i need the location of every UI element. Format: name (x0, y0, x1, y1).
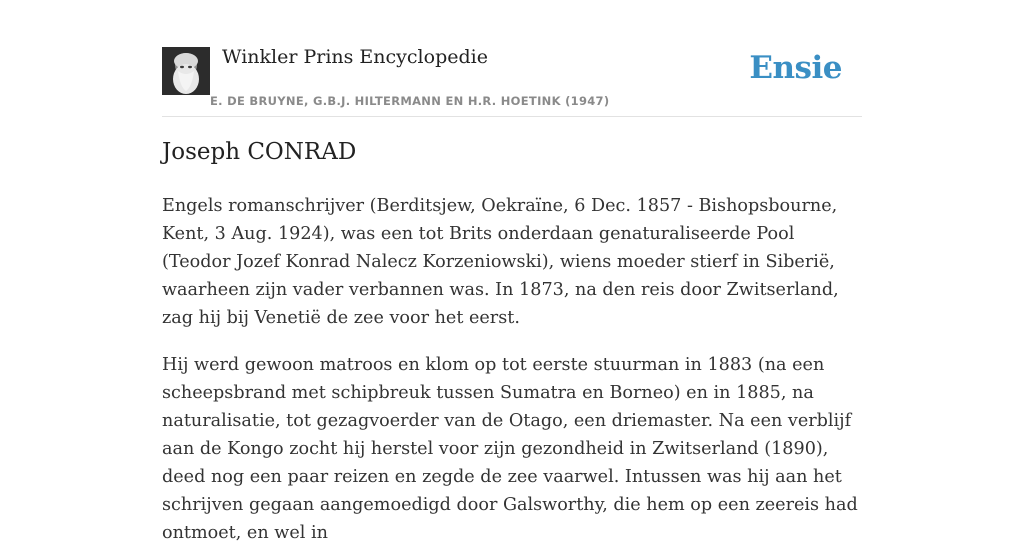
page (162, 0, 862, 543)
article-title: Joseph CONRAD (162, 139, 357, 165)
site-header (162, 0, 862, 117)
avatar[interactable] (162, 47, 210, 95)
site-title[interactable]: Winkler Prins Encyclopedie (222, 46, 488, 68)
brand-logo[interactable]: Ensie (749, 50, 842, 86)
portrait-image (162, 47, 210, 95)
authors-line: E. DE BRUYNE, G.B.J. HILTERMANN EN H.R. HOETINK (1947) (210, 94, 610, 108)
article-paragraph: Hij werd gewoon matroos en klom op tot eerste stuurman in 1883 (na een scheepsbrand met schipbreuk tussen Sumatra en Borneo) en in 1885, na naturalisatie, tot gezagvoerder van de Otago, een driemaster. Na een verblijf aan de Kongo zocht hij herstel voor zijn gezondheid in Zwitserland (1890), deed nog een paar reizen en zegde de zee vaarwel. Intussen was hij aan het schrijven gegaan aangemoedigd door Galsworthy, die hem op een zeereis had ontmoet, en wel in (162, 355, 858, 543)
article-paragraph: Engels romanschrijver (Berditsjew, Oekraïne, 6 Dec. 1857 - Bishopsbourne, Kent, 3 Aug. 1924), was een tot Brits onderdaan genaturaliseerde Pool (Teodor Jozef Konrad Nalecz Korzeniowski), wiens moeder stierf in Siberië, waarheen zijn vader verbannen was. In 1873, na den reis door Zwitserland, zag hij bij Venetië de zee voor het eerst. (162, 196, 839, 328)
